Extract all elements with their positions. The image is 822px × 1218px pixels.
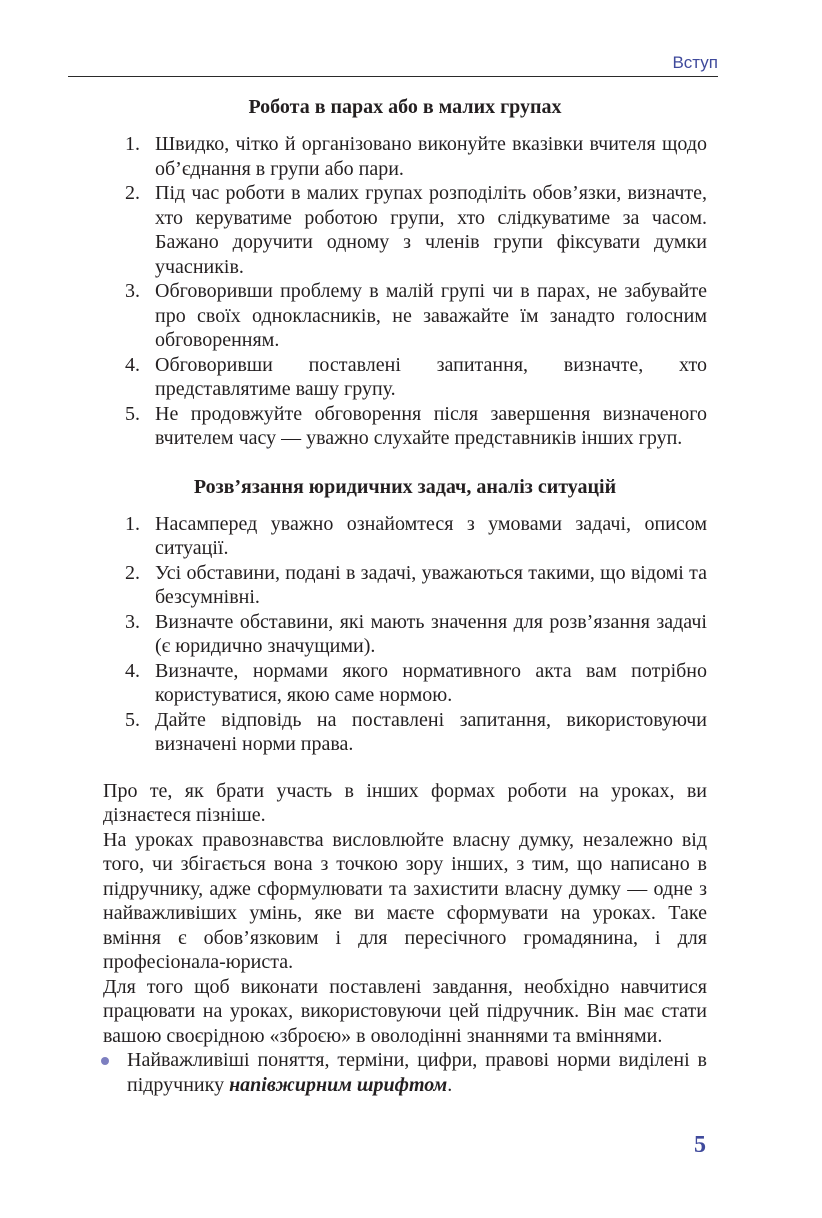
bullet-item — [103, 1048, 707, 1097]
list-item-text: Під час роботи в малих групах розподіліть обов’язки, визначте, хто керуватиме роботою групи, хто слідкуватиме за часом. Бажано доручити одному з членів групи фіксувати думки учасників. — [155, 182, 707, 278]
paragraph-text: Про те, як брати участь в інших формах роботи на уроках, ви дізнаєтеся пізніше. — [103, 779, 707, 826]
bold-italic-term: напівжирним шрифтом — [229, 1073, 448, 1096]
list-item — [103, 561, 707, 610]
header-rule — [68, 76, 718, 77]
list-item-text: Обговоривши проблему в малій групі чи в парах, не забувайте про своїх однокласників, не заважайте їм занадто голосним обговоренням. — [155, 280, 707, 351]
list-item-text: Усі обставини, подані в задачі, уважаються такими, що відомі та безсумнівні. — [155, 561, 707, 608]
list-number: 4. — [125, 659, 140, 682]
list-item-text: Насамперед уважно ознайомтеся з умовами задачі, описом ситуації. — [155, 512, 707, 559]
legal-tasks-rules-list — [103, 512, 707, 757]
list-number: 2. — [125, 561, 140, 584]
list-number: 5. — [125, 402, 140, 425]
paragraph-text: Для того щоб виконати поставлені завдання, необхідно навчитися працювати на уроках, використовуючи цей підручник. Він має стати вашою своєрідною «зброєю» в оволодінні знаннями та вміннями. — [103, 975, 707, 1047]
section-heading-group-work: Робота в парах або в малих групах — [248, 96, 562, 118]
list-number: 5. — [125, 708, 140, 731]
list-item — [103, 659, 707, 708]
list-item — [103, 132, 707, 181]
page-number: 5 — [694, 1132, 706, 1158]
running-header-section: Вступ — [672, 53, 718, 72]
list-item — [103, 402, 707, 451]
bullet-list — [103, 1048, 707, 1097]
paragraph — [103, 828, 707, 975]
list-item-text: Не продовжуйте обговорення після завершення визначеного вчителем часу — уважно слухайте представників інших груп. — [155, 402, 707, 449]
bullet-text-end: . — [447, 1073, 453, 1096]
paragraph — [103, 975, 707, 1049]
body-paragraphs — [103, 779, 707, 1049]
list-item-text: Швидко, чітко й організовано виконуйте вказівки вчителя щодо об’єднання в групи або пари. — [155, 133, 707, 180]
list-item — [103, 181, 707, 279]
list-item-text: Визначте обставини, які мають значення для розв’язання задачі (є юридично значущими). — [155, 610, 707, 657]
list-item — [103, 512, 707, 561]
bullet-text: Найважливіші поняття, терміни, цифри, правові норми виділені в підручнику — [127, 1049, 707, 1096]
list-item — [103, 610, 707, 659]
bullet-dot-icon — [101, 1057, 109, 1065]
list-item-text: Обговоривши поставлені запитання, визначте, хто представлятиме вашу групу. — [155, 353, 707, 400]
group-work-rules-list — [103, 132, 707, 451]
list-number: 1. — [125, 133, 140, 155]
paragraph — [103, 779, 707, 828]
list-number: 3. — [125, 280, 140, 302]
list-number: 3. — [125, 610, 140, 633]
list-item-text: Визначте, нормами якого нормативного акта вам потрібно користуватися, якою саме нормою. — [155, 659, 707, 706]
paragraph-text: На уроках правознавства висловлюйте власну думку, незалежно від того, чи збігається вона з точкою зору інших, з тим, що написано в підручнику, адже сформулювати та захистити власну думку — одне з найважливіших умінь, яке ви маєте сформувати на уроках. Таке вміння є обов’язковим і для пересічного громадянина, і для професіонала-юриста. — [103, 828, 707, 973]
section-heading-legal-tasks: Розв’язання юридичних задач, аналіз ситуацій — [193, 475, 617, 498]
list-number: 1. — [125, 512, 140, 535]
list-item — [103, 353, 707, 402]
page-content — [103, 95, 707, 1097]
list-number: 4. — [125, 353, 140, 376]
list-item — [103, 279, 707, 353]
list-number: 2. — [125, 182, 140, 204]
list-item — [103, 708, 707, 757]
list-item-text: Дайте відповідь на поставлені запитання, використовуючи визначені норми права. — [155, 708, 707, 755]
